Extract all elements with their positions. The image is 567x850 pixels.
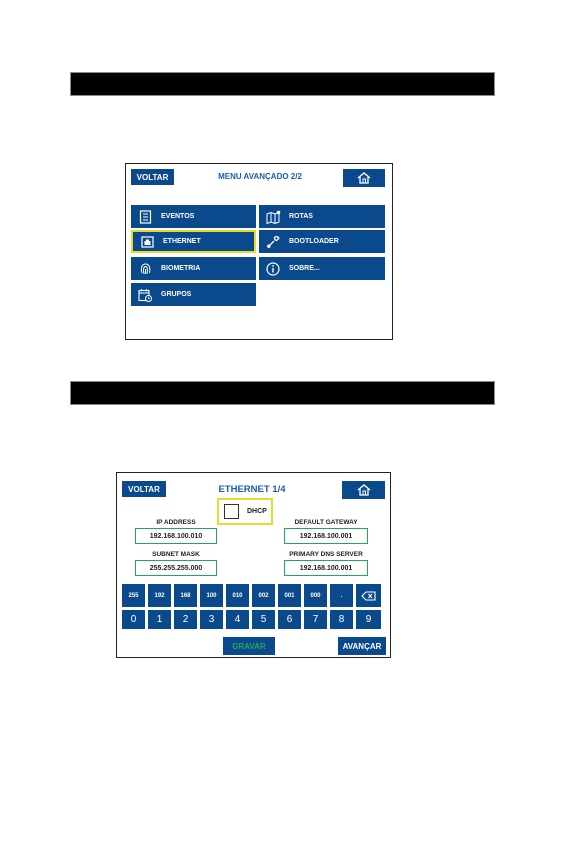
key-preset[interactable]: 010 [226,584,249,607]
calendar-clock-icon [133,288,157,302]
menu-item-biometria[interactable] [131,257,256,280]
menu-item-sobre[interactable] [259,257,385,280]
key-dot[interactable]: . [330,584,353,607]
next-button[interactable]: AVANÇAR [338,637,386,655]
ethernet-screen [116,472,391,658]
backspace-icon [361,591,376,601]
key-digit[interactable]: 5 [252,610,275,629]
key-preset[interactable]: 192 [148,584,171,607]
menu-item-grupos[interactable] [131,283,256,306]
key-backspace[interactable] [356,584,381,607]
dhcp-checkbox[interactable] [224,504,239,519]
document-list-icon [133,210,157,224]
back-button[interactable]: VOLTAR [131,169,174,185]
menu-item-label: GRUPOS [161,291,192,298]
menu-item-label: ETHERNET [163,238,201,245]
home-icon [357,172,371,184]
key-digit[interactable]: 3 [200,610,223,629]
fingerprint-icon [133,262,157,276]
dhcp-option[interactable] [217,498,273,525]
key-digit[interactable]: 4 [226,610,249,629]
key-digit[interactable]: 6 [278,610,301,629]
ip-address-field[interactable]: 192.168.100.010 [135,528,217,544]
key-preset[interactable]: 000 [304,584,327,607]
key-digit[interactable]: 8 [330,610,353,629]
map-icon [261,210,285,224]
key-preset[interactable]: 002 [252,584,275,607]
back-button[interactable]: VOLTAR [122,481,166,497]
menu-item-label: ROTAS [289,213,313,220]
default-gateway-field[interactable]: 192.168.100.001 [284,528,368,544]
key-digit[interactable]: 1 [148,610,171,629]
ip-address-label: IP ADDRESS [156,519,196,526]
screen-title: MENU AVANÇADO 2/2 [218,172,302,181]
menu-item-label: SOBRE... [289,265,320,272]
menu-item-label: BOOTLOADER [289,238,339,245]
key-preset[interactable]: 001 [278,584,301,607]
menu-item-label: BIOMETRIA [161,265,201,272]
menu-screen [125,163,393,340]
subnet-mask-field[interactable]: 255.255.255.000 [135,560,217,576]
home-icon [357,484,371,496]
menu-item-label: EVENTOS [161,213,195,220]
menu-item-ethernet[interactable] [131,230,256,253]
dhcp-label: DHCP [247,508,267,515]
wrench-icon [261,235,285,249]
menu-item-rotas[interactable] [259,205,385,228]
key-digit[interactable]: 2 [174,610,197,629]
key-preset[interactable]: 255 [122,584,145,607]
key-digit[interactable]: 0 [122,610,145,629]
key-digit[interactable]: 9 [356,610,381,629]
section-header-bar [70,381,495,405]
primary-dns-label: PRIMARY DNS SERVER [289,551,363,558]
section-header-bar [70,72,495,96]
key-digit[interactable]: 7 [304,610,327,629]
info-icon [261,262,285,276]
key-preset[interactable]: 100 [200,584,223,607]
menu-item-eventos[interactable] [131,205,256,228]
screen-title: ETHERNET 1/4 [218,484,286,495]
home-button[interactable] [342,481,385,499]
network-port-icon [135,236,159,248]
subnet-mask-label: SUBNET MASK [152,551,200,558]
key-preset[interactable]: 168 [174,584,197,607]
home-button[interactable] [343,169,385,187]
primary-dns-field[interactable]: 192.168.100.001 [284,560,368,576]
save-button[interactable]: GRAVAR [223,637,275,655]
menu-item-bootloader[interactable] [259,230,385,253]
default-gateway-label: DEFAULT GATEWAY [294,519,358,526]
